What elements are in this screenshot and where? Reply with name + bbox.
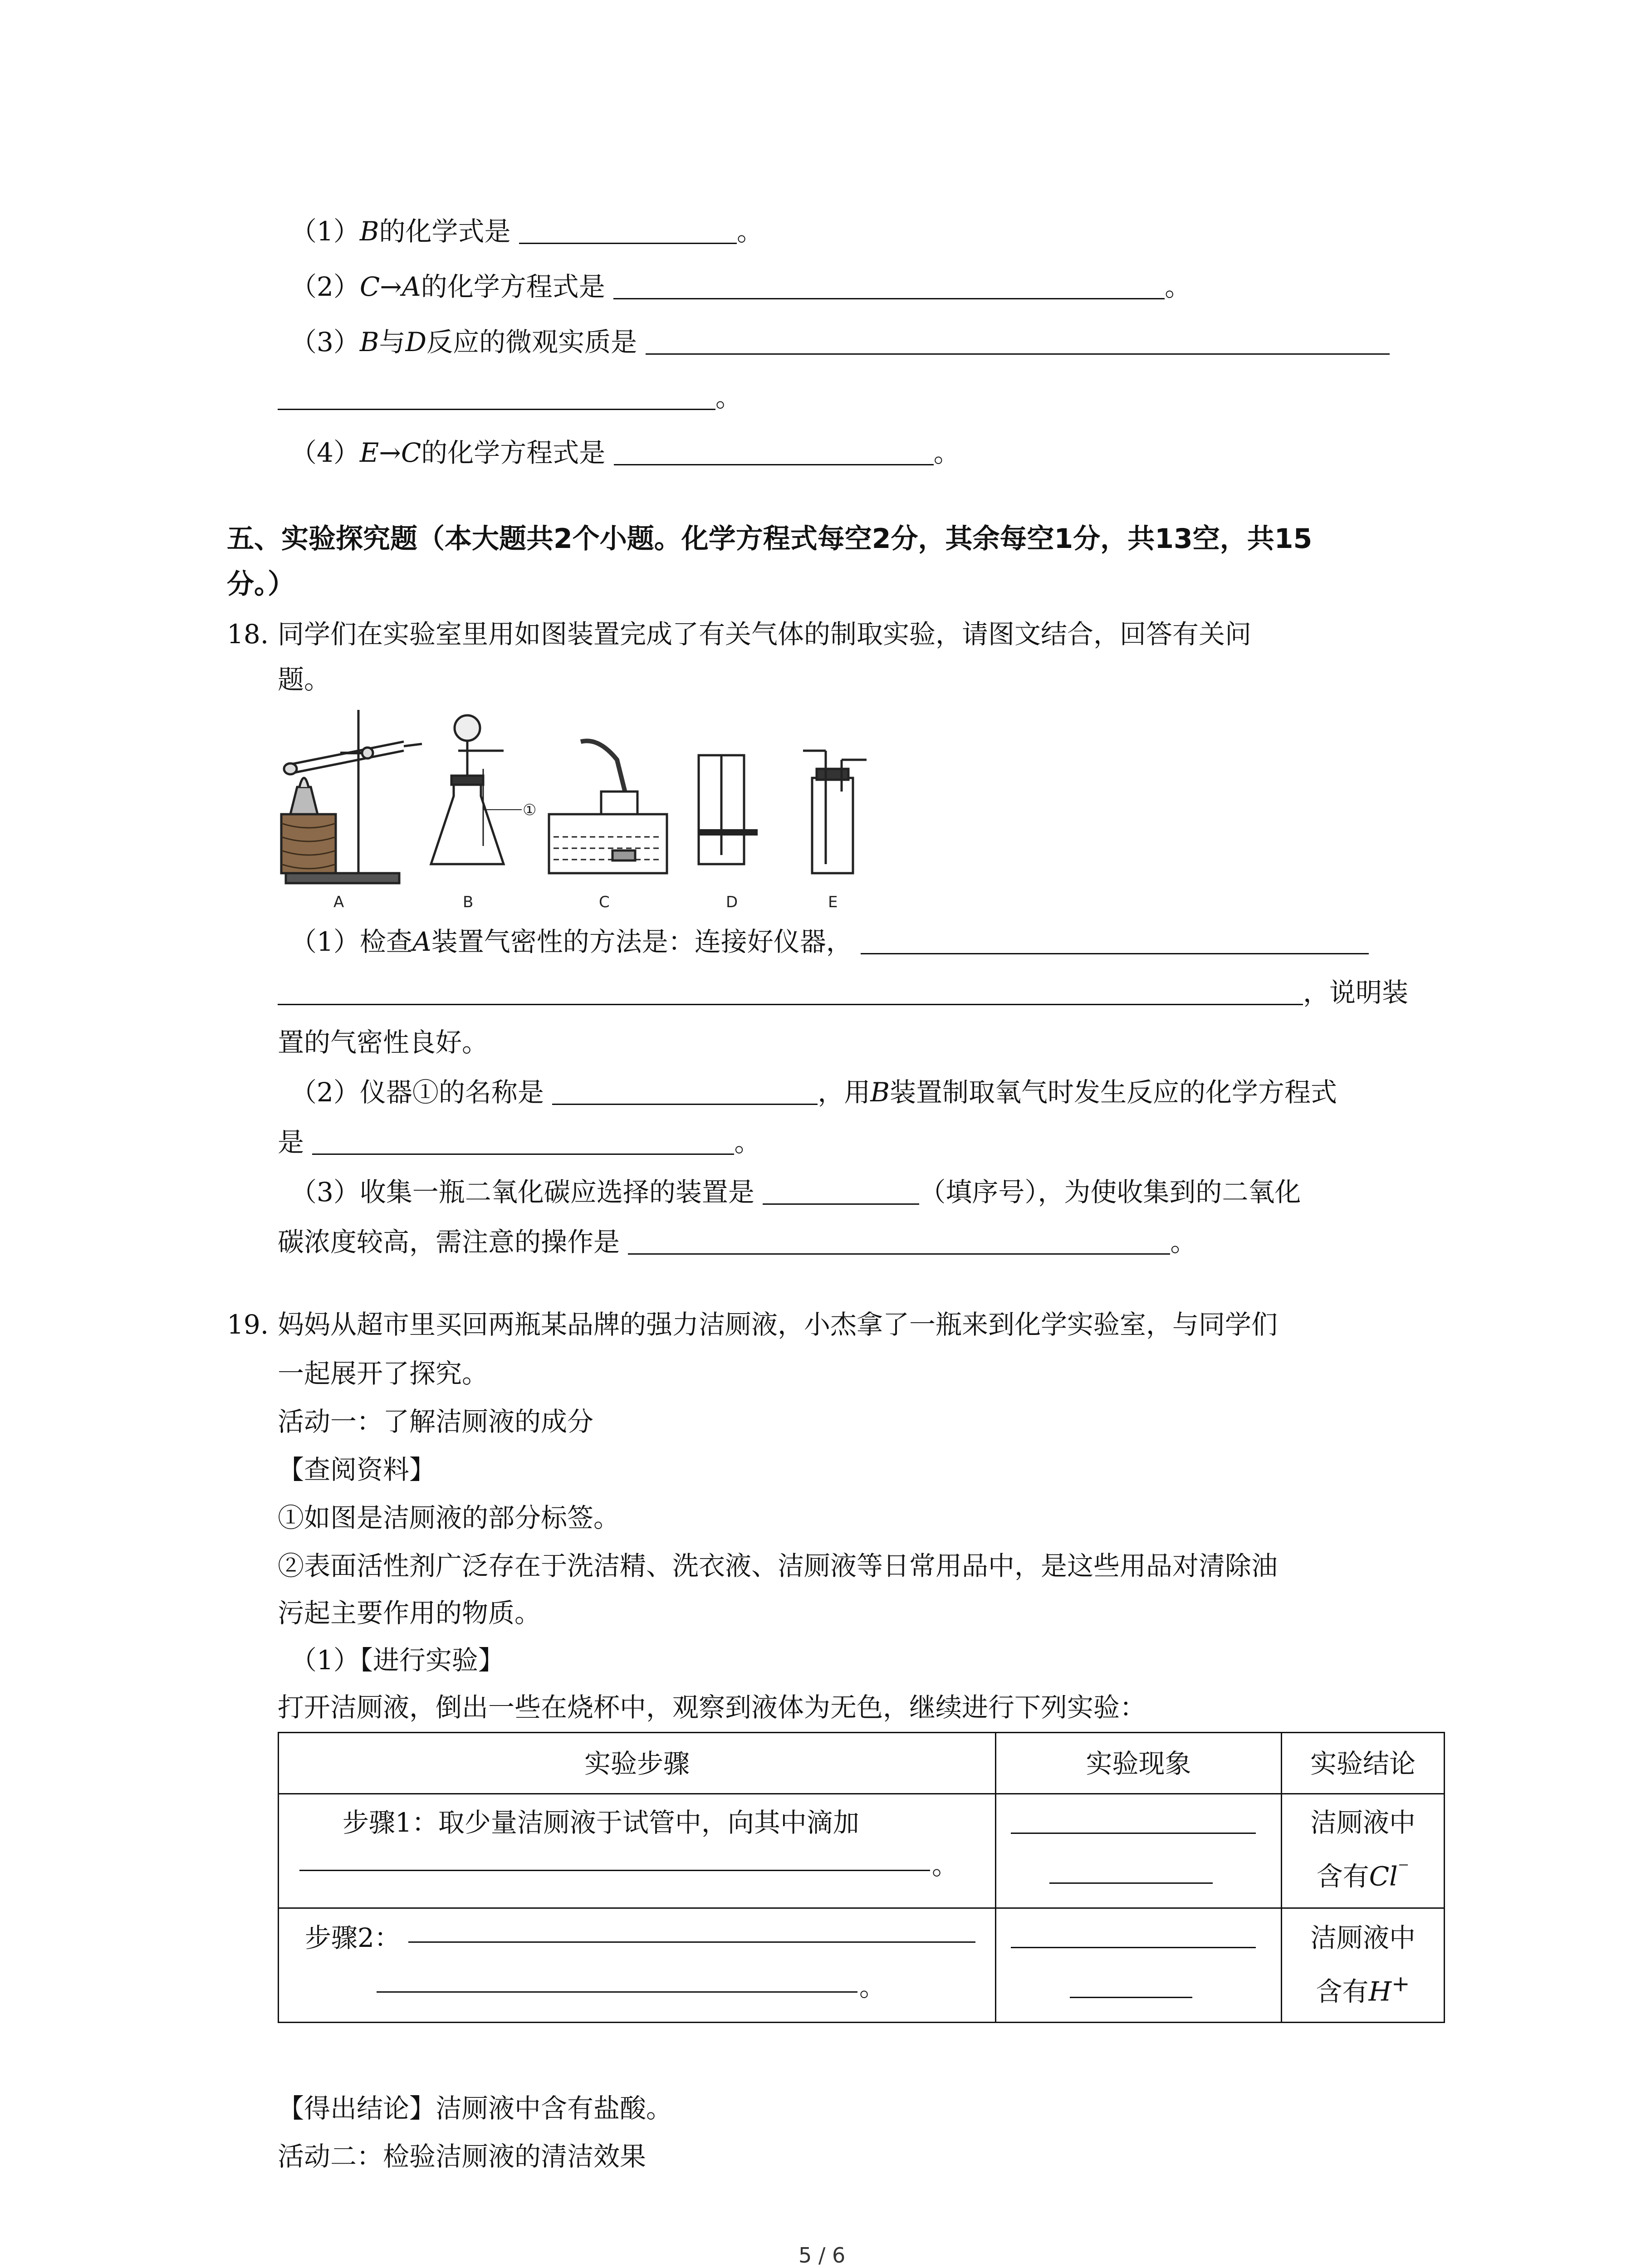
q18-part1-end: 置的气密性良好。	[278, 1027, 489, 1058]
q17-part2: （2）C→A的化学方程式是 。	[290, 271, 1191, 302]
answer-blank[interactable]	[278, 977, 1303, 1005]
answer-blank[interactable]	[646, 326, 1390, 355]
q19-number: 19.	[227, 1309, 269, 1340]
q17-part4: （4）E→C的化学方程式是 。	[290, 437, 960, 468]
answer-blank[interactable]	[377, 1991, 857, 1993]
answer-blank[interactable]	[613, 271, 1165, 299]
reference-item-1: ①如图是洁厕液的部分标签。	[278, 1502, 620, 1533]
table-header-conclusion: 实验结论	[1310, 1748, 1416, 1779]
apparatus-d	[699, 755, 758, 864]
q18-stem-cont: 题。	[278, 664, 331, 695]
table-row-2-step: 步骤2：	[305, 1922, 401, 1953]
page-number: 5 / 6	[798, 2243, 846, 2268]
q18-part3: （3）收集一瓶二氧化碳应选择的装置是 （填序号），为使收集到的二氧化	[290, 1177, 1301, 1207]
answer-blank[interactable]	[552, 1076, 818, 1105]
table-row-1-step: 步骤1：取少量洁厕液于试管中，向其中滴加	[343, 1807, 859, 1838]
q18-part2: （2）仪器①的名称是 ，用B装置制取氧气时发生反应的化学方程式	[290, 1077, 1337, 1108]
activity-one: 活动一：了解洁厕液的成分	[278, 1406, 594, 1437]
table-row-1-conclusion-ion: 含有Cl⁻	[1316, 1856, 1410, 1892]
figure-label-a: A	[333, 893, 344, 911]
table-row-1-step-end: 。	[932, 1850, 959, 1881]
q17-part1: （1）B的化学式是 。	[290, 216, 763, 247]
figure-label-c: C	[599, 893, 610, 911]
table-header-step: 实验步骤	[584, 1748, 690, 1779]
answer-blank[interactable]	[278, 381, 715, 410]
reference-item-2-cont: 污起主要作用的物质。	[278, 1598, 541, 1628]
experiment-heading: （1）【进行实验】	[290, 1645, 505, 1676]
answer-blank[interactable]	[1011, 1947, 1256, 1948]
apparatus-e	[803, 751, 867, 873]
apparatus-c	[549, 741, 667, 873]
answer-blank[interactable]	[861, 926, 1369, 954]
section-heading-cont: 分。）	[227, 568, 295, 600]
section-heading: 五、实验探究题（本大题共2个小题。化学方程式每空2分，其余每空1分，共13空，共15	[227, 523, 1313, 555]
q17-part3-cont: 。	[278, 379, 742, 415]
answer-blank[interactable]	[312, 1126, 734, 1155]
answer-blank[interactable]	[1049, 1882, 1213, 1884]
q18-part1: （1）检查A装置气密性的方法是：连接好仪器，	[290, 924, 1369, 960]
answer-blank[interactable]	[1070, 1997, 1192, 1998]
activity-two: 活动二：检验洁厕液的清洁效果	[278, 2141, 647, 2172]
reference-heading: 【查阅资料】	[278, 1454, 436, 1485]
q19-stem: 妈妈从超市里买回两瓶某品牌的强力洁厕液，小杰拿了一瓶来到化学实验室，与同学们	[278, 1309, 1278, 1340]
q18-stem: 同学们在实验室里用如图装置完成了有关气体的制取实验，请图文结合，回答有关问	[278, 619, 1252, 650]
answer-blank[interactable]	[519, 215, 737, 244]
q17-part3: （3）B与D反应的微观实质是	[290, 324, 1390, 360]
answer-blank[interactable]	[763, 1176, 919, 1205]
answer-blank[interactable]	[1011, 1833, 1256, 1834]
apparatus-a	[281, 710, 422, 883]
figure-label-b: B	[463, 893, 474, 911]
table-row-2-conclusion: 洁厕液中	[1310, 1922, 1416, 1953]
q18-part3-cont: 碳浓度较高，需注意的操作是 。	[278, 1227, 1197, 1257]
figure-marker: ①	[523, 801, 537, 819]
table-row-2-step-end: 。	[859, 1971, 886, 2002]
conclusion-line: 【得出结论】洁厕液中含有盐酸。	[278, 2093, 673, 2124]
answer-blank[interactable]	[299, 1870, 930, 1871]
table-header-phenomenon: 实验现象	[1086, 1748, 1191, 1779]
q18-part2-cont: 是 。	[278, 1127, 761, 1158]
apparatus-b	[431, 715, 536, 864]
reference-item-2: ②表面活性剂广泛存在于洗洁精、洗衣液、洁厕液等日常用品中，是这些用品对清除油	[278, 1550, 1278, 1581]
table-row-1-conclusion: 洁厕液中	[1310, 1807, 1416, 1838]
q18-part1-cont: ，说明装	[278, 974, 1408, 1011]
table-row-1-phenomenon-cell	[995, 1793, 1282, 1909]
experiment-description: 打开洁厕液，倒出一些在烧杯中，观察到液体为无色，继续进行下列实验：	[278, 1692, 1146, 1723]
answer-blank[interactable]	[628, 1226, 1170, 1255]
q19-stem-cont: 一起展开了探究。	[278, 1358, 489, 1389]
apparatus-figure	[272, 701, 885, 919]
figure-label-e: E	[828, 893, 838, 911]
q18-number: 18.	[227, 619, 269, 650]
answer-blank[interactable]	[614, 437, 934, 465]
table-row-2-phenomenon-cell	[995, 1907, 1282, 2023]
figure-label-d: D	[726, 893, 738, 911]
answer-blank[interactable]	[408, 1941, 975, 1943]
table-row-2-conclusion-ion: 含有H+	[1316, 1971, 1410, 2007]
